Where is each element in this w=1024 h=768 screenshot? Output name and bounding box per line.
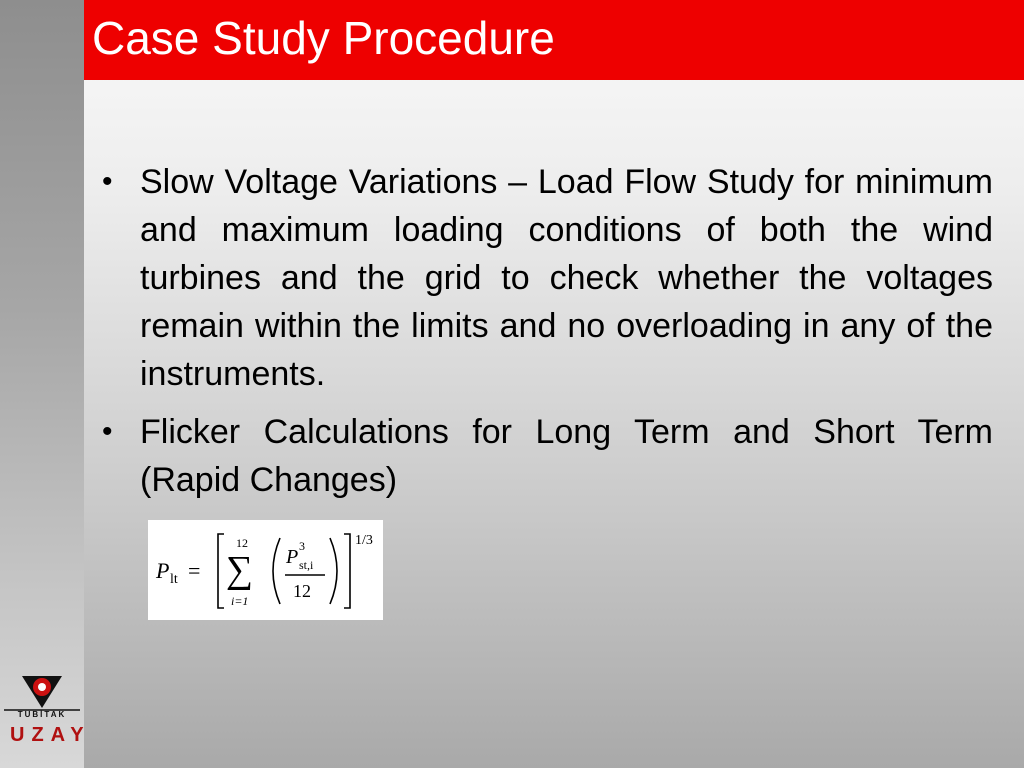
- bullet-marker: •: [102, 415, 113, 448]
- bullet-text: Slow Voltage Variations – Load Flow Study for minimum and maximum loading conditions of both the wind turbines and the grid to check whether the voltages remain within the limits and no overloading in any of the instruments.: [140, 163, 993, 393]
- flicker-formula: [148, 520, 383, 620]
- left-strip: [0, 0, 91, 768]
- bullet-item: [100, 408, 993, 504]
- numerator-exponent: 3: [299, 539, 305, 553]
- fraction-denominator: 12: [293, 581, 311, 601]
- formula-exponent: 1/3: [355, 533, 373, 548]
- right-bracket: [344, 534, 350, 608]
- formula-lhs: P: [156, 558, 170, 583]
- logo-big-text: UZAY: [10, 724, 91, 746]
- numerator-subscript: st,i: [299, 558, 314, 572]
- title-bar: [84, 0, 1024, 80]
- left-paren: [273, 538, 280, 604]
- left-bracket: [218, 534, 224, 608]
- sigma-symbol: ∑: [226, 549, 254, 591]
- fraction-numerator: P: [286, 546, 299, 568]
- formula-lhs-sub: lt: [170, 572, 178, 587]
- logo-small-text: TÜBİTAK: [17, 710, 67, 719]
- bullet-list: [100, 158, 993, 514]
- sum-lower-limit: i=1: [231, 594, 249, 608]
- formula-svg: [148, 520, 383, 620]
- formula-equals: =: [188, 558, 201, 583]
- bullet-item: [100, 158, 993, 398]
- bullet-marker: •: [102, 165, 113, 198]
- slide-title: Case Study Procedure: [92, 12, 555, 64]
- sum-upper-limit: 12: [236, 536, 248, 550]
- bullet-text: Flicker Calculations for Long Term and Short Term (Rapid Changes): [140, 413, 993, 499]
- logo-emblem-icon: [4, 672, 80, 712]
- right-paren: [330, 538, 337, 604]
- tubitak-uzay-logo: [4, 672, 91, 762]
